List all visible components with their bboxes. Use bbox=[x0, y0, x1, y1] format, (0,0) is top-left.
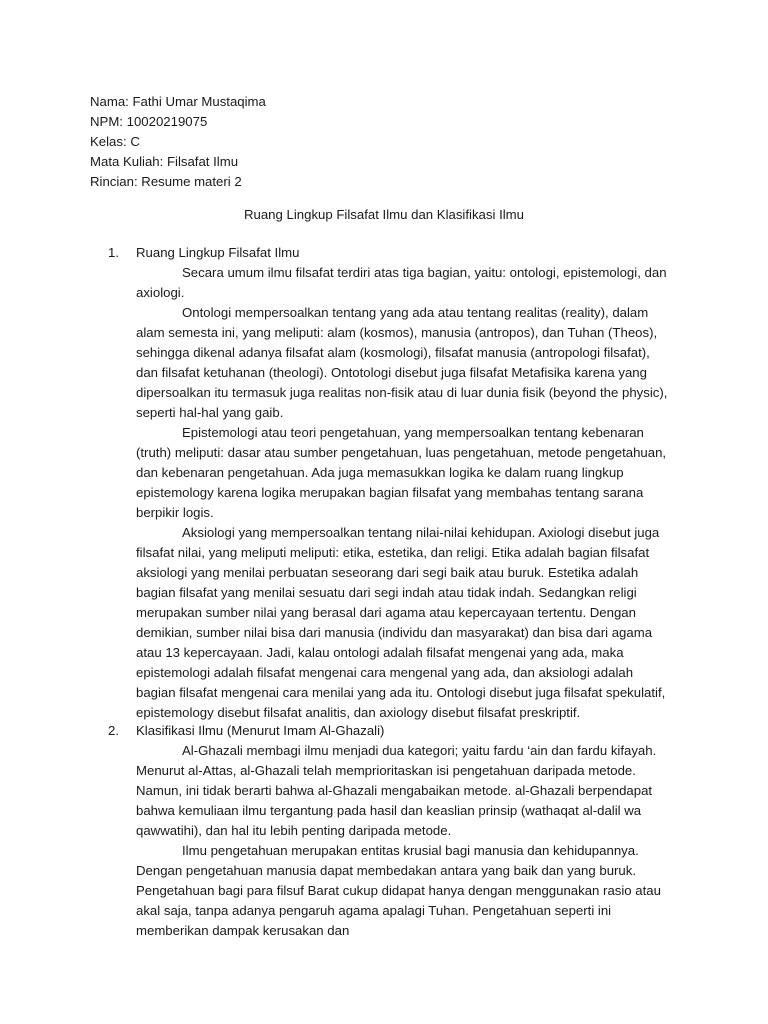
section-number: 1. bbox=[108, 245, 119, 260]
student-info bbox=[90, 92, 266, 192]
student-name: Nama: Fathi Umar Mustaqima bbox=[90, 94, 266, 109]
section-heading-text: Klasifikasi Ilmu (Menurut Imam Al-Ghazali) bbox=[136, 723, 385, 738]
student-class: Kelas: C bbox=[90, 134, 140, 149]
paragraph: Secara umum ilmu filsafat terdiri atas tiga bagian, yaitu: ontologi, epistemologi, dan axiologi. bbox=[136, 265, 667, 300]
paragraph: Epistemologi atau teori pengetahuan, yang mempersoalkan tentang kebenaran (truth) meliputi: dasar atau sumber pengetahuan, luas pengetahuan, metode pengetahuan, dan kebenaran pengetahuan. Ada juga memasukkan logika ke dalam ruang lingkup epistemology karena logika merupakan bagian filsafat yang membahas tentang sarana berpikir logis. bbox=[136, 425, 667, 520]
paragraph: Al-Ghazali membagi ilmu menjadi dua kategori; yaitu fardu ‘ain dan fardu kifayah. Menurut al-Attas, al-Ghazali telah memprioritaskan isi pengetahuan daripada metode. Namun, ini tidak berarti bahwa al-Ghazali mengabaikan metode. al-Ghazali berpendapat bahwa kemuliaan ilmu tergantung pada hasil dan keaslian prinsip (wathaqat al-dalil wa qawwatihi), dan hal itu lebih penting daripada metode. bbox=[136, 743, 657, 838]
section-heading-text: Ruang Lingkup Filsafat Ilmu bbox=[136, 245, 300, 260]
section-number: 2. bbox=[108, 723, 119, 738]
paragraph: Aksiologi yang mempersoalkan tentang nilai-nilai kehidupan. Axiologi disebut juga filsafat nilai, yang meliputi meliputi: etika, estetika, dan religi. Etika adalah bagian filsafat aksiologi yang menilai perbuatan seseorang dari segi baik atau buruk. Estetika adalah bagian filsafat yang menilai sesuatu dari segi indah atau tidak indah. Sedangkan religi merupakan sumber nilai yang berasal dari agama atau kepercayaan tertentu. Dengan demikian, sumber nilai bisa dari manusia (individu dan masyarakat) dan bisa dari agama atau 13 kepercayaan. Jadi, kalau ontologi adalah filsafat mengenai yang ada, maka epistemologi adalah filsafat mengenai cara mengenal yang ada, dan aksiologi adalah bagian filsafat mengenai cara menilai yang ada itu. Ontologi disebut juga filsafat spekulatif, epistemology disebut filsafat analitis, dan axiology disebut filsafat preskriptif. bbox=[136, 525, 666, 720]
document-title: Ruang Lingkup Filsafat Ilmu dan Klasifikasi Ilmu bbox=[243, 207, 524, 222]
section-ruang-lingkup bbox=[108, 243, 668, 723]
paragraph: Ilmu pengetahuan merupakan entitas krusial bagi manusia dan kehidupannya. Dengan pengetahuan manusia dapat membedakan antara yang baik dan yang buruk. Pengetahuan bagi para filsuf Barat cukup didapat hanya dengan menggunakan rasio atau akal saja, tanpa adanya pengaruh agama apalagi Tuhan. Pengetahuan seperti ini memberikan dampak kerusakan dan bbox=[136, 843, 661, 938]
student-npm: NPM: 10020219075 bbox=[90, 114, 208, 129]
course-name: Mata Kuliah: Filsafat Ilmu bbox=[90, 154, 239, 169]
assignment-detail: Rincian: Resume materi 2 bbox=[90, 174, 242, 189]
paragraph: Ontologi mempersoalkan tentang yang ada atau tentang realitas (reality), dalam alam semesta ini, yang meliputi: alam (kosmos), manusia (antropos), dan Tuhan (Theos), sehingga dikenal adanya filsafat alam (kosmologi), filsafat manusia (antropologi filsafat), dan filsafat ketuhanan (theologi). Ontotologi disebut juga filsafat Metafisika karena yang dipersoalkan itu termasuk juga realitas non-fisik atau di luar dunia fisik (beyond the physic), seperti hal-hal yang gaib. bbox=[136, 305, 668, 420]
section-heading bbox=[108, 721, 668, 741]
section-klasifikasi-ilmu bbox=[108, 721, 668, 941]
section-heading bbox=[108, 243, 668, 263]
